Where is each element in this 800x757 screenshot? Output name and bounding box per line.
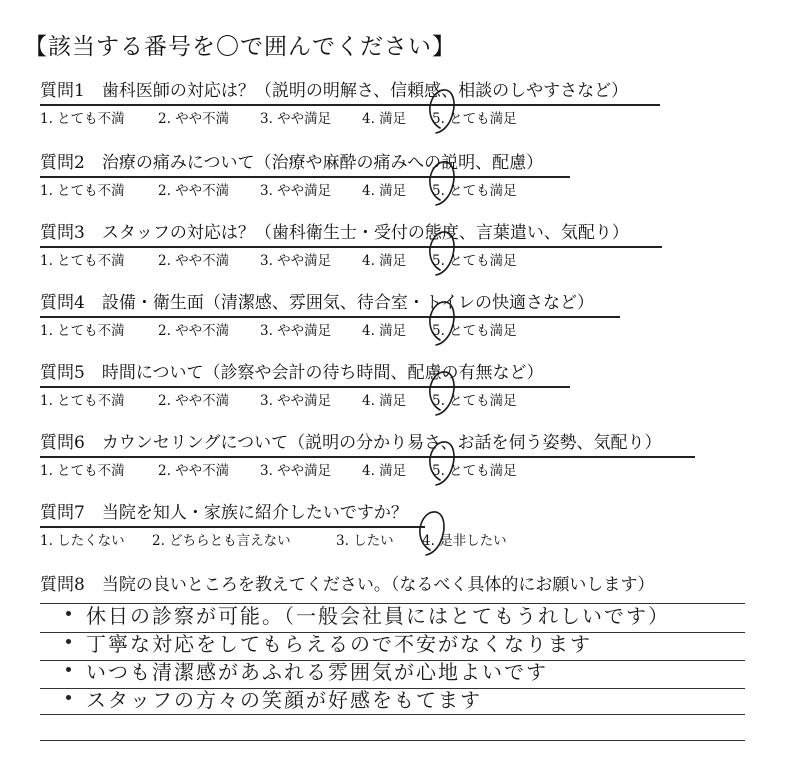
question-text: 質問6 カウンセリングについて（説明の分かり易さ、お話を伺う姿勢、気配り） <box>40 433 662 453</box>
option-1[interactable]: 1. したくない <box>40 533 125 549</box>
option-5[interactable]: 5. とても満足 <box>432 111 517 127</box>
question-underline <box>40 246 662 248</box>
question-text: 質問4 設備・衛生面（清潔感、雰囲気、待合室・トイレの快適さなど） <box>40 293 594 313</box>
option-3[interactable]: 3. やや満足 <box>260 183 332 199</box>
option-group <box>40 109 760 129</box>
question-underline <box>40 176 570 178</box>
option-4[interactable]: 4. 満足 <box>362 183 407 199</box>
handwritten-answer: 休日の診察が可能。（一般会社員にはとてもうれしいです） <box>86 604 670 628</box>
handwritten-answer: スタッフの方々の笑顔が好感をもてます <box>86 688 482 712</box>
option-3[interactable]: 3. やや満足 <box>260 463 332 479</box>
option-group <box>40 181 760 201</box>
option-2[interactable]: 2. やや不満 <box>158 111 230 127</box>
question-1 <box>40 80 760 132</box>
option-4[interactable]: 4. 是非したい <box>422 533 507 549</box>
option-1[interactable]: 1. とても不満 <box>40 253 125 269</box>
answer-bullet <box>66 611 71 616</box>
option-3[interactable]: 3. したい <box>336 533 394 549</box>
question-text: 質問3 スタッフの対応は？（歯科衛生士・受付の態度、言葉遣い、気配り） <box>40 223 629 243</box>
handwritten-answer: いつも清潔感があふれる雰囲気が心地よいです <box>86 660 548 684</box>
option-4[interactable]: 4. 満足 <box>362 463 407 479</box>
option-1[interactable]: 1. とても不満 <box>40 463 125 479</box>
option-3[interactable]: 3. やや満足 <box>260 253 332 269</box>
question-6 <box>40 432 760 484</box>
question-8-text: 質問8 当院の良いところを教えてください。（なるべく具体的にお願いします） <box>40 575 655 595</box>
option-2[interactable]: 2. どちらとも言えない <box>152 533 291 549</box>
question-text: 質問1 歯科医師の対応は？（説明の明解さ、信頼感、相談のしやすさなど） <box>40 81 629 101</box>
question-5 <box>40 362 760 414</box>
option-2[interactable]: 2. やや不満 <box>158 463 230 479</box>
question-text: 質問5 時間について（診察や会計の待ち時間、配慮の有無など） <box>40 363 544 383</box>
option-group <box>40 531 760 551</box>
option-4[interactable]: 4. 満足 <box>362 111 407 127</box>
option-2[interactable]: 2. やや不満 <box>158 253 230 269</box>
question-7 <box>40 502 760 554</box>
answer-bullet <box>66 667 71 672</box>
option-5[interactable]: 5. とても満足 <box>432 393 517 409</box>
option-5[interactable]: 5. とても満足 <box>432 323 517 339</box>
question-text: 質問2 治療の痛みについて（治療や麻酔の痛みへの説明、配慮） <box>40 153 544 173</box>
option-1[interactable]: 1. とても不満 <box>40 111 125 127</box>
answer-bullet <box>66 639 71 644</box>
question-text: 質問7 当院を知人・家族に紹介したいですか？ <box>40 503 408 523</box>
question-underline <box>40 526 425 528</box>
option-5[interactable]: 5. とても満足 <box>432 463 517 479</box>
question-underline <box>40 104 660 106</box>
option-group <box>40 461 760 481</box>
option-1[interactable]: 1. とても不満 <box>40 323 125 339</box>
option-1[interactable]: 1. とても不満 <box>40 393 125 409</box>
option-3[interactable]: 3. やや満足 <box>260 393 332 409</box>
writing-line <box>40 714 745 715</box>
option-4[interactable]: 4. 満足 <box>362 253 407 269</box>
answer-bullet <box>66 695 71 700</box>
option-4[interactable]: 4. 満足 <box>362 323 407 339</box>
option-4[interactable]: 4. 満足 <box>362 393 407 409</box>
question-4 <box>40 292 760 344</box>
option-5[interactable]: 5. とても満足 <box>432 183 517 199</box>
question-2 <box>40 152 760 204</box>
handwritten-answer: 丁寧な対応をしてもらえるので不安がなくなります <box>86 632 592 656</box>
option-3[interactable]: 3. やや満足 <box>260 111 332 127</box>
option-group <box>40 251 760 271</box>
question-3 <box>40 222 760 274</box>
question-underline <box>40 456 695 458</box>
option-2[interactable]: 2. やや不満 <box>158 183 230 199</box>
option-2[interactable]: 2. やや不満 <box>158 323 230 339</box>
option-3[interactable]: 3. やや満足 <box>260 323 332 339</box>
option-group <box>40 391 760 411</box>
option-1[interactable]: 1. とても不満 <box>40 183 125 199</box>
option-5[interactable]: 5. とても満足 <box>432 253 517 269</box>
option-group <box>40 321 760 341</box>
option-2[interactable]: 2. やや不満 <box>158 393 230 409</box>
question-underline <box>40 316 620 318</box>
instruction-heading: 【該当する番号を〇で囲んでください】 <box>24 34 456 60</box>
question-underline <box>40 386 570 388</box>
writing-line <box>40 740 745 741</box>
